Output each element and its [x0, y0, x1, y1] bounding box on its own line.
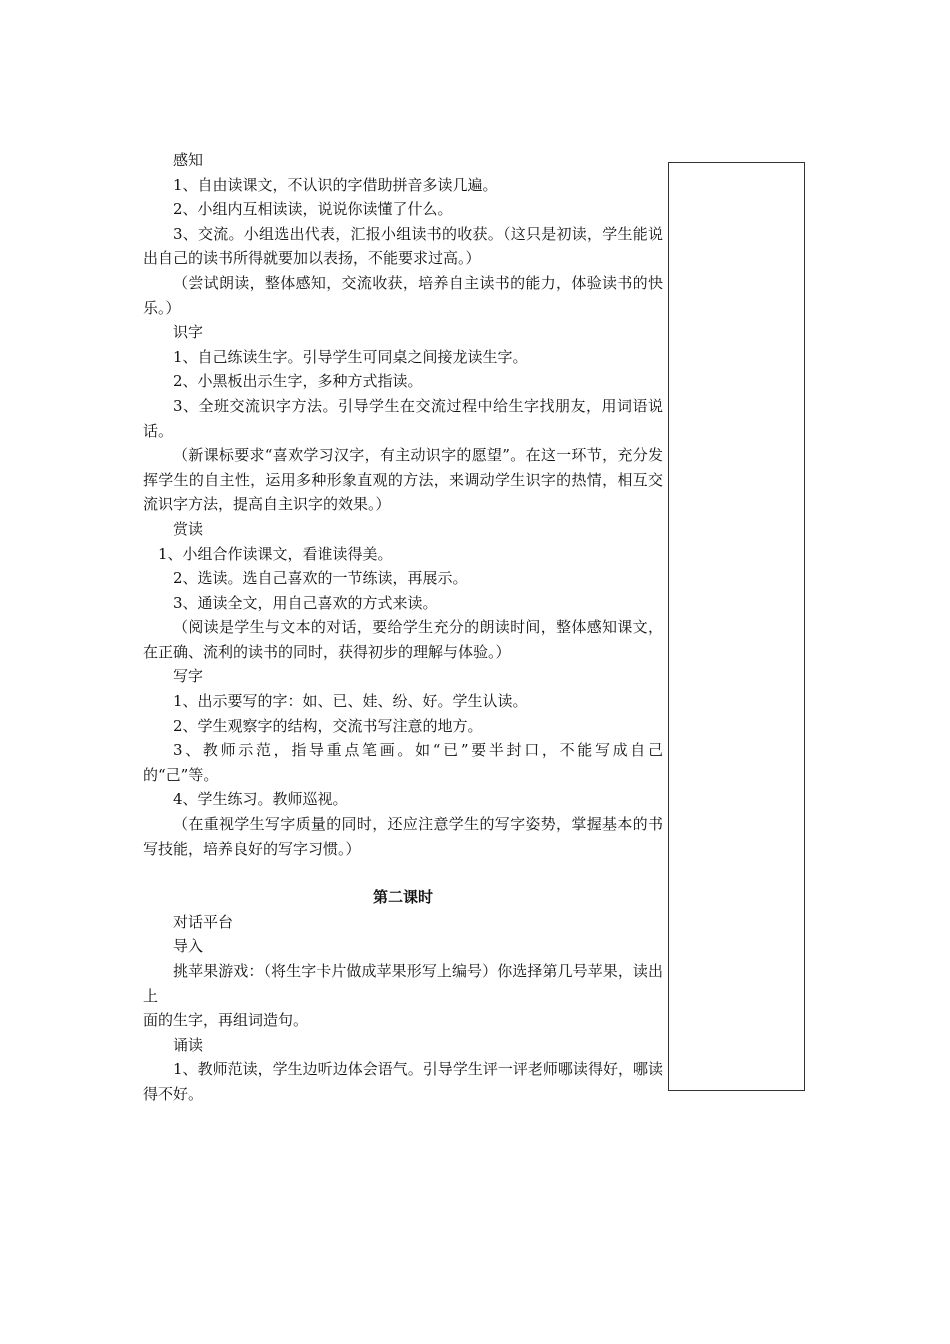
paragraph: 挑苹果游戏：（将生字卡片做成苹果形写上编号）你选择第几号苹果，读出上	[143, 962, 663, 1005]
paragraph-note: （新课标要求“喜欢学习汉字，有主动识字的愿望”。在这一环节，充分发挥学生的自主性，运用多种形象直观的方法，来调动学生识字的热情，相互交流识字方法，提高自主识字的效果。）	[143, 446, 663, 514]
paragraph: 2、小黑板出示生字，多种方式指读。	[173, 372, 423, 391]
section-heading-recite: 诵读	[173, 1035, 204, 1054]
paragraph-note: （在重视学生写字质量的同时，还应注意学生的写字姿势，掌握基本的书写技能，培养良好的写字习惯。）	[143, 815, 663, 858]
paragraph: 2、学生观察字的结构，交流书写注意的地方。	[173, 716, 483, 735]
paragraph: 1、自己练读生字。引导学生可同桌之间接龙读生字。	[173, 347, 528, 366]
paragraph: 3、全班交流识字方法。引导学生在交流过程中给生字找朋友，用词语说话。	[143, 396, 663, 440]
lesson-text	[143, 148, 663, 1107]
paragraph: 3、交流。小组选出代表，汇报小组读书的收获。（这只是初读，学生能说出自己的读书所得就要加以表扬，不能要求过高。）	[143, 224, 663, 268]
section-heading-writing: 写字	[173, 667, 204, 686]
lesson-title: 第二课时	[372, 888, 433, 907]
paragraph-continued: 面的生字，再组词造句。	[143, 1011, 309, 1030]
paragraph: 1、出示要写的字：如、已、娃、纷、好。学生认读。	[173, 692, 528, 711]
paragraph: 1、小组合作读课文，看谁读得美。	[158, 544, 393, 563]
paragraph: 2、小组内互相读读，说说你读懂了什么。	[173, 200, 453, 219]
section-heading-appreciate: 赏读	[173, 519, 204, 538]
paragraph-note: （尝试朗读，整体感知，交流收获，培养自主读书的能力，体验读书的快乐。）	[143, 273, 663, 317]
section-heading-literacy: 识字	[173, 323, 204, 342]
paragraph-note: （阅读是学生与文本的对话，要给学生充分的朗读时间，整体感知课文，在正确、流利的读书的同时，获得初步的理解与体验。）	[143, 618, 663, 661]
notes-column-box	[668, 162, 805, 1091]
paragraph: 3、通读全文，用自己喜欢的方式来读。	[173, 593, 438, 612]
paragraph: 1、教师范读，学生边听边体会语气。引导学生评一评老师哪读得好，哪读得不好。	[143, 1060, 663, 1103]
paragraph: 1、自由读课文，不认识的字借助拼音多读几遍。	[173, 175, 498, 194]
paragraph: 2、选读。选自己喜欢的一节练读，再展示。	[173, 569, 468, 588]
section-heading-dialogue: 对话平台	[173, 912, 234, 931]
section-heading-perception: 感知	[173, 151, 204, 169]
paragraph: 3、教师示范，指导重点笔画。如“已”要半封口，不能写成自己的“己”等。	[143, 741, 663, 784]
paragraph: 4、学生练习。教师巡视。	[173, 790, 348, 809]
section-heading-intro: 导入	[173, 937, 204, 956]
